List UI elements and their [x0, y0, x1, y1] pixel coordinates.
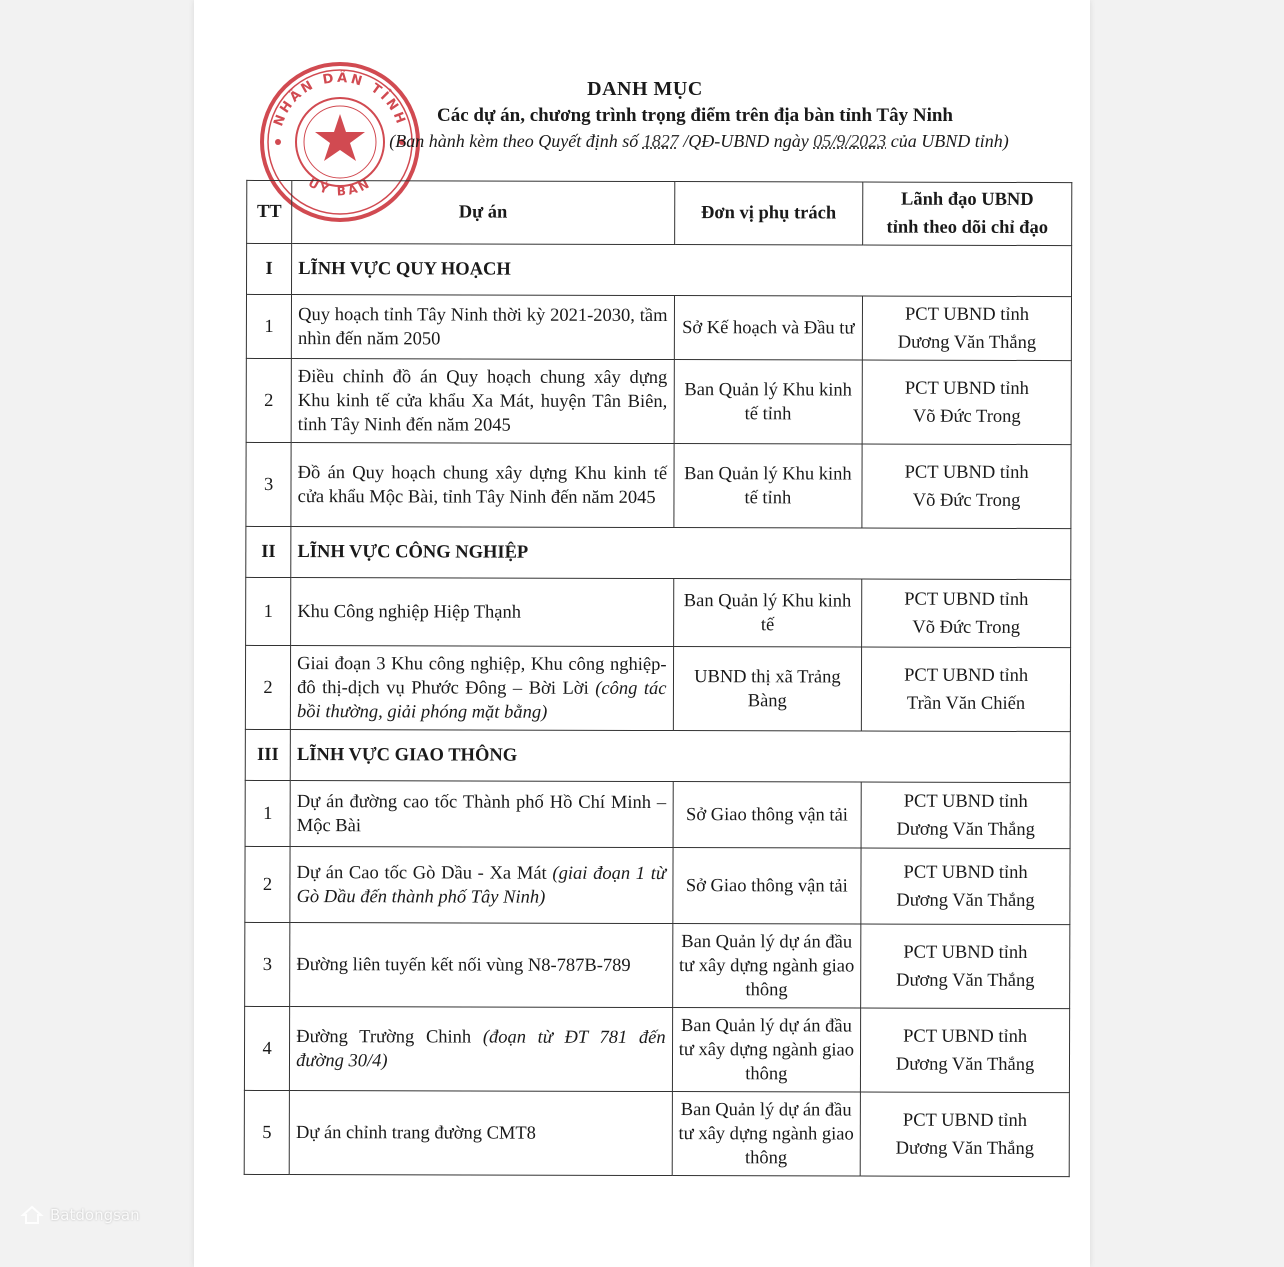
- leader-name: Dương Văn Thắng: [895, 1138, 1035, 1159]
- leader-title: PCT UBND tỉnh: [905, 304, 1030, 325]
- note-prefix: (Ban hành kèm theo Quyết định số: [389, 131, 639, 151]
- leader-name: Dương Văn Thắng: [896, 819, 1035, 840]
- row-number: 1: [245, 780, 290, 846]
- leader-cell: [863, 296, 1072, 361]
- leader-name: Dương Văn Thắng: [896, 970, 1035, 991]
- table-row: [245, 780, 1070, 848]
- leader-cell: [862, 444, 1071, 529]
- project-name-cell: [291, 295, 674, 360]
- header-tt: TT: [247, 180, 292, 243]
- leader-name: Võ Đức Trong: [912, 617, 1021, 638]
- section-roman: II: [246, 526, 291, 577]
- section-title: LĨNH VỰC CÔNG NGHIỆP: [291, 527, 1071, 580]
- leader-cell: [861, 782, 1070, 849]
- leader-name: Trần Văn Chiến: [906, 693, 1026, 714]
- project-name: Khu Công nghiệp Hiệp Thạnh: [297, 601, 522, 623]
- section-title: LĨNH VỰC GIAO THÔNG: [290, 730, 1070, 783]
- responsible-unit: Sở Kế hoạch và Đầu tư: [674, 296, 863, 360]
- project-name-cell: [290, 847, 673, 924]
- leader-title: PCT UBND tỉnh: [903, 942, 1028, 963]
- note-suffix: của UBND tỉnh): [890, 131, 1009, 151]
- leader-title: PCT UBND tỉnh: [904, 462, 1029, 483]
- project-name: Đồ án Quy hoạch chung xây dựng Khu kinh tế cửa khẩu Mộc Bài, tỉnh Tây Ninh đến năm 2045: [297, 462, 668, 508]
- leader-title: PCT UBND tỉnh: [904, 665, 1029, 686]
- project-name: Quy hoạch tỉnh Tây Ninh thời kỳ 2021-2030, tầm nhìn đến năm 2050: [298, 304, 668, 349]
- row-number: 2: [245, 645, 290, 729]
- table-row: [244, 1006, 1069, 1092]
- section-roman: III: [245, 729, 290, 780]
- project-name-cell: [290, 923, 673, 1008]
- decision-note: [194, 131, 1090, 152]
- leader-title: PCT UBND tỉnh: [902, 1110, 1027, 1131]
- leader-name: Võ Đức Trong: [912, 490, 1021, 511]
- project-name-cell: [291, 443, 674, 528]
- header-leader-line2: tỉnh theo dõi chỉ đạo: [886, 217, 1049, 239]
- project-name-note: (công tác bồi thường, giải phóng mặt bằng): [297, 678, 667, 723]
- table-body: [244, 243, 1071, 1176]
- table-row: [244, 1090, 1069, 1176]
- project-name: Dự án chỉnh trang đường CMT8: [295, 1122, 536, 1144]
- project-name: Đường liên tuyến kết nối vùng N8-787B-789: [296, 954, 631, 976]
- leader-name: Dương Văn Thắng: [896, 890, 1035, 911]
- header-leader: [863, 182, 1072, 246]
- section-row: [246, 526, 1071, 579]
- leader-cell: [860, 1092, 1069, 1177]
- row-number: 2: [245, 846, 290, 922]
- decision-date: 05/9/2023: [813, 131, 887, 151]
- responsible-unit: Ban Quản lý Khu kinh tế: [673, 579, 862, 647]
- header-project: Dự án: [292, 181, 675, 245]
- project-name-note: (giai đoạn 1 từ Gò Dầu đến thành phố Tây Ninh): [296, 863, 667, 908]
- document-page: [194, 0, 1090, 1267]
- leader-title: PCT UBND tỉnh: [903, 1026, 1028, 1047]
- svg-text:NHÂN DÂN TỈNH: NHÂN DÂN TỈNH: [271, 70, 409, 129]
- project-name: Dự án đường cao tốc Thành phố Hồ Chí Minh – Mộc Bài: [296, 791, 667, 836]
- leader-title: PCT UBND tỉnh: [904, 378, 1029, 399]
- project-name: Dự án Cao tốc Gò Dầu - Xa Mát: [296, 862, 547, 884]
- leader-title: PCT UBND tỉnh: [903, 862, 1028, 883]
- leader-cell: [862, 579, 1071, 648]
- table-row: [245, 846, 1070, 924]
- section-roman: I: [247, 243, 292, 294]
- row-number: 5: [244, 1090, 289, 1174]
- project-name: Điều chỉnh đồ án Quy hoạch chung xây dựng Khu kinh tế cửa khẩu Xa Mát, huyện Tân Biên, tỉnh Tây Ninh đến năm 2045: [297, 366, 668, 436]
- section-row: [245, 729, 1070, 782]
- svg-text:UỶ BAN: UỶ BAN: [305, 175, 375, 199]
- row-number: 3: [246, 442, 291, 526]
- responsible-unit: Ban Quản lý dự án đầu tư xây dựng ngành giao thông: [672, 1092, 861, 1176]
- house-logo-icon: [20, 1203, 44, 1227]
- leader-cell: [862, 647, 1071, 732]
- responsible-unit: Sở Giao thông vận tải: [672, 848, 861, 924]
- responsible-unit: Sở Giao thông vận tải: [673, 782, 862, 848]
- document-header: [194, 78, 1090, 152]
- project-name-cell: [290, 1007, 673, 1092]
- header-unit: Đơn vị phụ trách: [674, 182, 863, 245]
- project-name: Đường Trường Chinh: [296, 1026, 472, 1048]
- responsible-unit: Ban Quản lý dự án đầu tư xây dựng ngành giao thông: [672, 1008, 861, 1092]
- table-row: [246, 294, 1071, 360]
- watermark: [20, 1200, 170, 1230]
- leader-cell: [861, 1008, 1070, 1093]
- responsible-unit: UBND thị xã Trảng Bàng: [673, 647, 862, 731]
- row-number: 2: [246, 358, 291, 442]
- project-name-cell: [290, 781, 673, 848]
- leader-cell: [861, 848, 1070, 925]
- section-title: LĨNH VỰC QUY HOẠCH: [292, 244, 1072, 297]
- table-header-row: [247, 180, 1072, 245]
- table-row: [245, 922, 1070, 1008]
- row-number: 3: [245, 922, 290, 1006]
- watermark-text: Batdongsan: [50, 1206, 140, 1224]
- responsible-unit: Ban Quản lý Khu kinh tế tỉnh: [673, 444, 862, 528]
- row-number: 1: [246, 294, 291, 358]
- leader-title: PCT UBND tỉnh: [904, 589, 1029, 610]
- leader-name: Dương Văn Thắng: [895, 1054, 1035, 1075]
- leader-title: PCT UBND tỉnh: [903, 791, 1028, 812]
- decision-number: 1827: [642, 131, 679, 151]
- responsible-unit: Ban Quản lý Khu kinh tế tỉnh: [674, 360, 863, 444]
- document-title: DANH MỤC: [587, 78, 703, 100]
- project-table: [244, 180, 1073, 1177]
- leader-name: Võ Đức Trong: [912, 406, 1021, 427]
- row-number: 4: [244, 1006, 289, 1090]
- leader-name: Dương Văn Thắng: [897, 332, 1037, 353]
- leader-cell: [862, 360, 1071, 445]
- responsible-unit: Ban Quản lý dự án đầu tư xây dựng ngành giao thông: [672, 924, 861, 1008]
- project-name-cell: [291, 359, 674, 444]
- section-row: [247, 243, 1072, 296]
- document-subtitle: Các dự án, chương trình trọng điểm trên địa bàn tỉnh Tây Ninh: [437, 105, 953, 126]
- project-name-cell: [289, 1091, 672, 1176]
- project-name: Giai đoạn 3 Khu công nghiệp, Khu công nghiệp-đô thị-dịch vụ Phước Đông – Bời Lời: [297, 653, 667, 699]
- project-name-note: (đoạn từ ĐT 781 đến đường 30/4): [296, 1027, 666, 1071]
- table-row: [246, 442, 1071, 528]
- table-row: [246, 577, 1071, 647]
- project-name-cell: [291, 578, 674, 647]
- project-name-cell: [291, 646, 674, 731]
- table-row: [246, 358, 1071, 444]
- note-middle: /QĐ-UBND ngày: [683, 131, 809, 151]
- table-row: [245, 645, 1070, 731]
- row-number: 1: [246, 577, 291, 645]
- leader-cell: [861, 924, 1070, 1009]
- header-leader-line1: Lãnh đạo UBND: [901, 189, 1034, 210]
